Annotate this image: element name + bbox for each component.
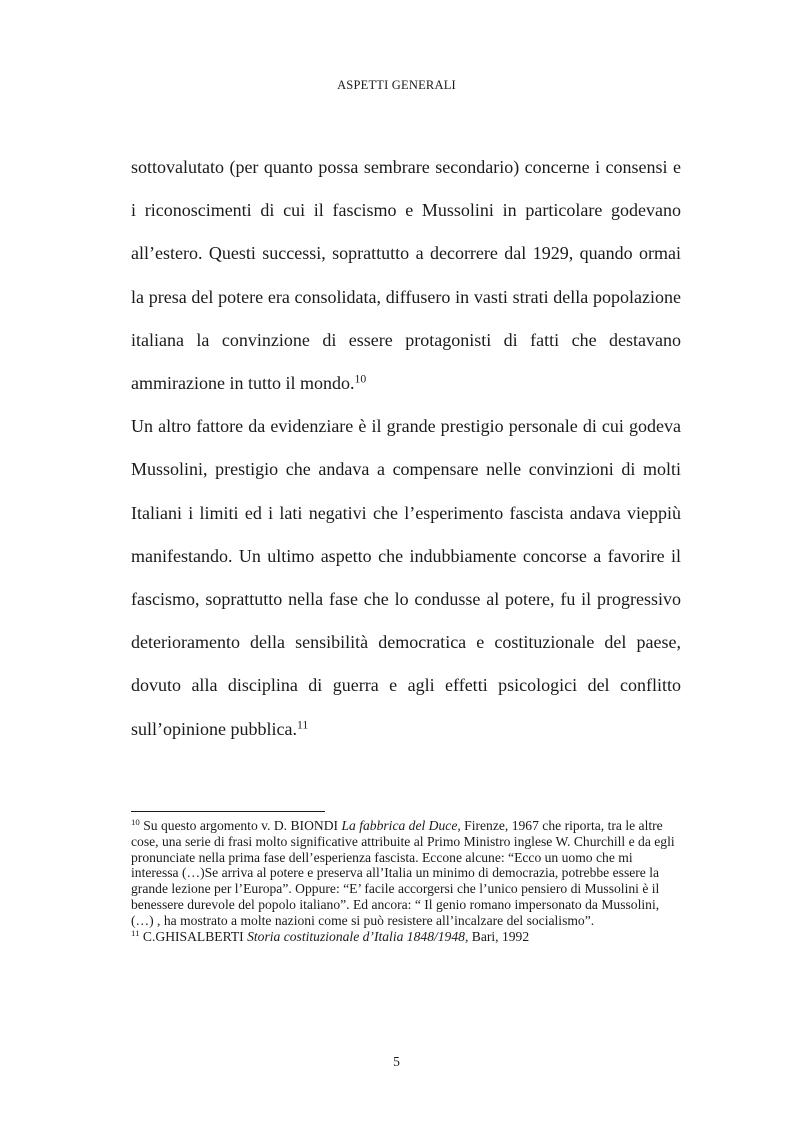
footnote-ref-11[interactable]: 11: [296, 718, 309, 732]
main-text: [131, 146, 681, 751]
footnote-separator: [131, 811, 325, 812]
page-number: 5: [393, 1054, 400, 1069]
footnote-11-book-title: Storia costituzionale d’Italia 1848/1948: [247, 928, 465, 944]
footnotes: [131, 818, 681, 944]
footnote-11-prefix: C.GHISALBERTI: [139, 928, 248, 944]
footnote-10-book-title: La fabbrica del Duce: [341, 818, 458, 833]
footnote-11: [131, 929, 681, 945]
footnote-10-text: , Firenze, 1967 che riporta, tra le altre cose, una serie di frasi molto significative attribuite al Primo Ministro inglese W. Churchill e da egli pronunciate nella prima fase dell’esperienza fascista. Eccone alcune: “Ecco un uomo che mi interessa (…)Se arriva al potere e preserva all’Italia un minimo di democrazia, potrebbe essere la grande lezione per l’Europa”. Oppure: “E’ facile accorgersi che l’unico pensiero di Mussolini è il benessere durevole del popolo italiano”. Ed ancora: “ Il genio romano impersonato da Mussolini, (…) , ha mostrato a molte nazioni come si può resistere all’incalzare del socialismo”.: [131, 818, 675, 928]
paragraph-2-text: Un altro fattore da evidenziare è il grande prestigio personale di cui godeva Mussolini, prestigio che andava a compensare nelle convinzioni di molti Italiani i limiti ed i lati negativi che l’esperimento fascista andava vieppiù manifestando. Un ultimo aspetto che indubbiamente concorse a favorire il fascismo, soprattutto nella fase che lo condusse al potere, fu il progressivo deterioramento della sensibilità democratica e costituzionale del paese, dovuto alla disciplina di guerra e agli effetti psicologici del conflitto sull’opinione pubblica.: [131, 416, 681, 739]
footnote-11-number: 11: [131, 927, 140, 938]
footnote-10: [131, 818, 681, 929]
paragraph-1: [131, 146, 681, 405]
paragraph-2: [131, 405, 681, 751]
running-header: ASPETTI GENERALI: [337, 78, 456, 92]
footnote-ref-10[interactable]: 10: [354, 372, 367, 386]
footnote-11-text: , Bari, 1992: [464, 928, 530, 944]
paragraph-1-text: sottovalutato (per quanto possa sembrare secondario) concerne i consensi e i riconoscimenti di cui il fascismo e Mussolini in particolare godevano all’estero. Questi successi, soprattutto a decorrere dal 1929, quando ormai la presa del potere era consolidata, diffusero in vasti strati della popolazione italiana la convinzione di essere protagonisti di fatti che destavano ammirazione in tutto il mondo.: [131, 157, 681, 394]
footnote-10-prefix: Su questo argomento v. D. BIONDI: [139, 818, 342, 833]
footnote-10-number: 10: [131, 817, 140, 828]
